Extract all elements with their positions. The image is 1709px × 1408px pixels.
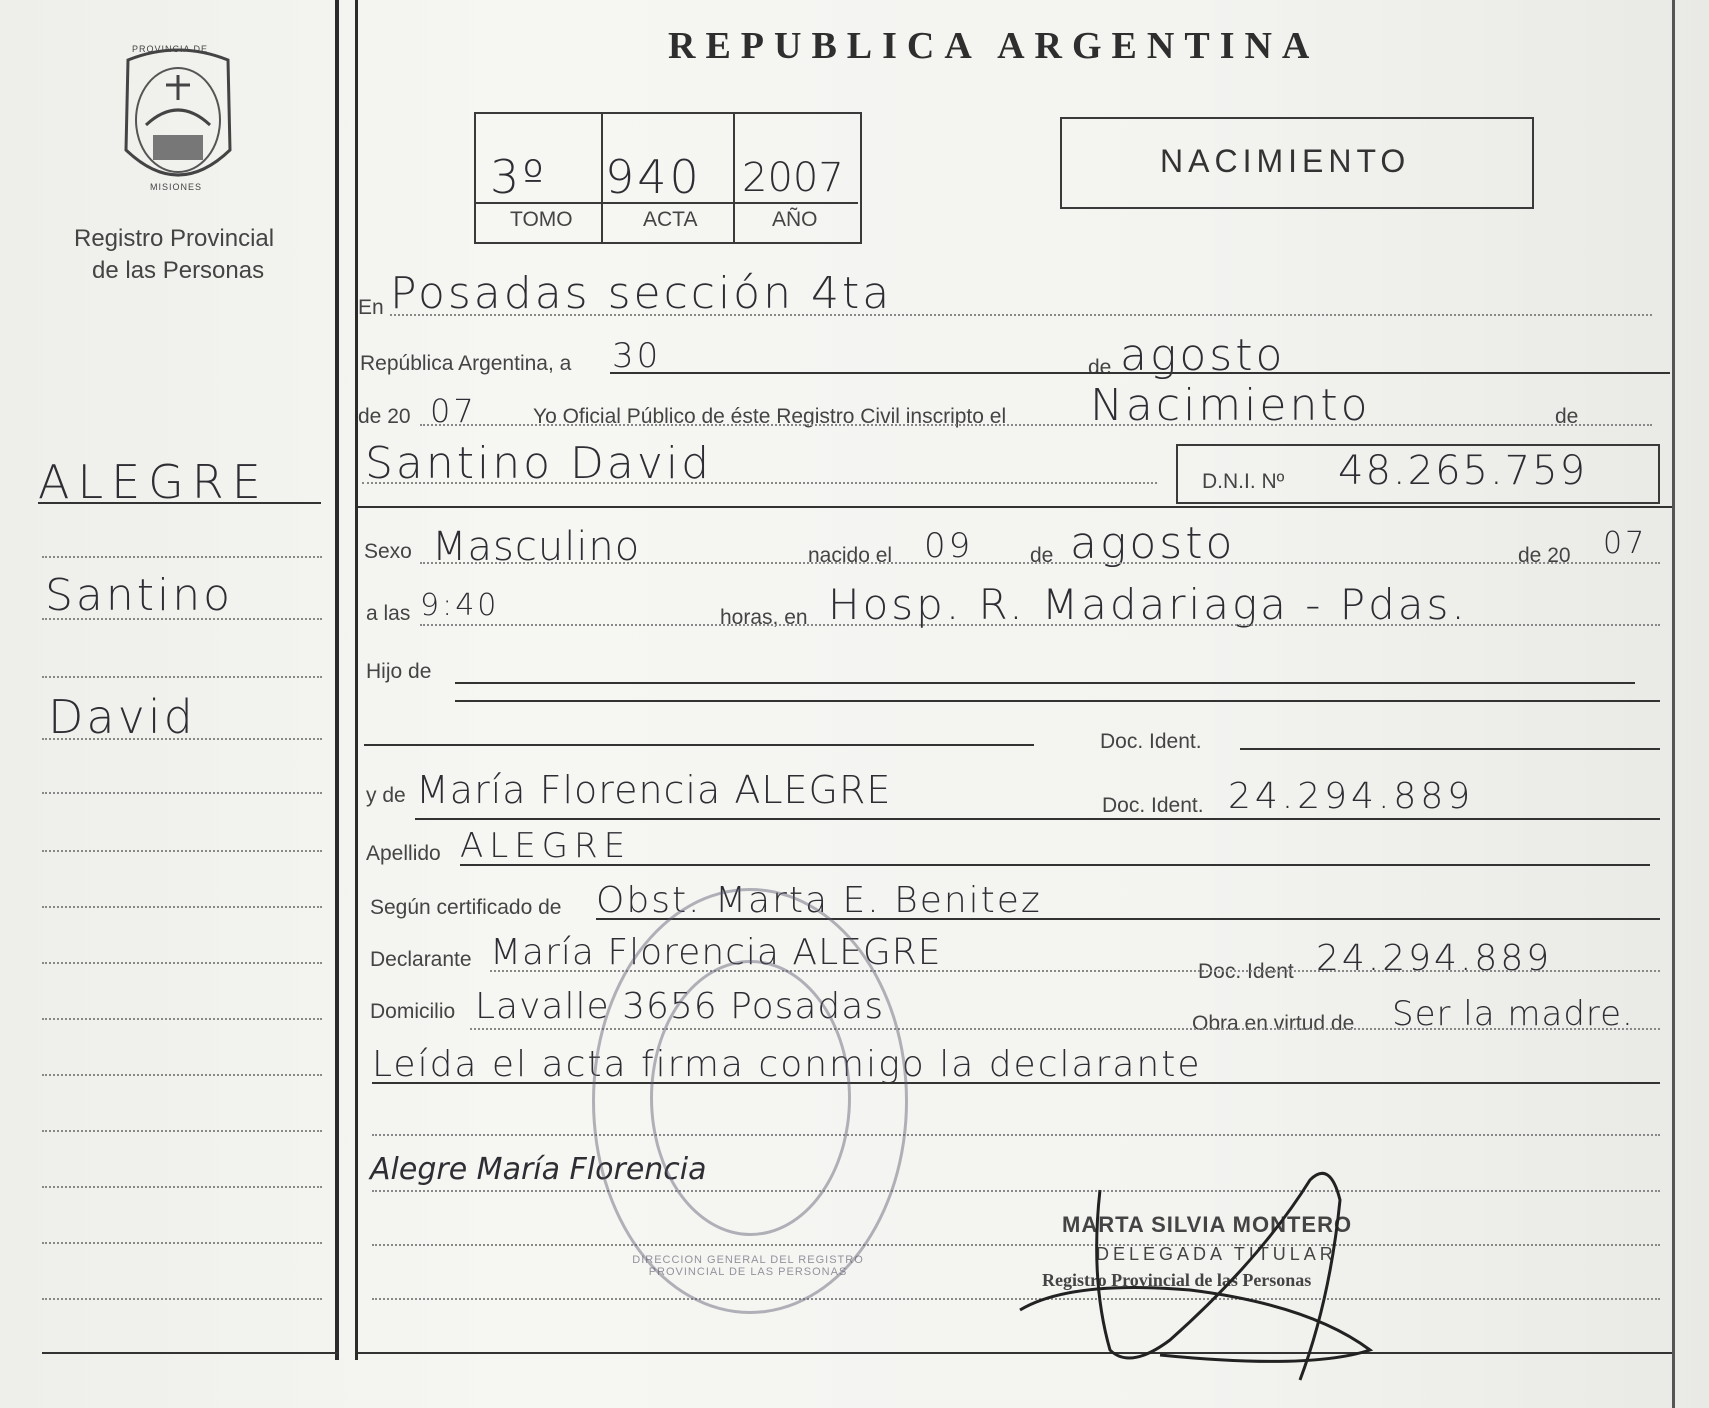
logo-text-bottom: MISIONES bbox=[150, 182, 203, 192]
line-sexo bbox=[420, 562, 1660, 564]
value-obra: Ser la madre. bbox=[1392, 994, 1634, 1034]
margin-surname: ALEGRE bbox=[38, 455, 269, 509]
margin-line-12 bbox=[42, 1130, 322, 1132]
margin-line-2 bbox=[42, 556, 322, 558]
margin-line-8 bbox=[42, 906, 322, 908]
line-yde bbox=[415, 818, 1660, 820]
value-doc-madre: 24.294.889 bbox=[1228, 776, 1475, 817]
value-lectura: Leída el acta firma conmigo la declarante bbox=[372, 1044, 1202, 1085]
value-anio-nac: 07 bbox=[1603, 526, 1648, 561]
value-dni: 48.265.759 bbox=[1338, 448, 1588, 494]
official-signature bbox=[1010, 1140, 1440, 1390]
label-oficial: Yo Oficial Público de éste Registro Civil inscripto el bbox=[533, 405, 1007, 428]
value-domicilio: Lavalle 3656 Posadas bbox=[475, 986, 885, 1027]
label-de-mes-nac: de bbox=[1030, 544, 1054, 567]
label-hijo: Hijo de bbox=[366, 660, 432, 683]
margin-line-10 bbox=[42, 1018, 322, 1020]
margin-line-11 bbox=[42, 1074, 322, 1076]
label-sexo: Sexo bbox=[364, 540, 412, 563]
line-hijo-2 bbox=[455, 700, 1660, 702]
margin-line-15 bbox=[42, 1298, 322, 1300]
label-doc1: Doc. Ident. bbox=[1100, 730, 1202, 753]
record-box-divider-2 bbox=[733, 112, 735, 242]
label-yde: y de bbox=[366, 784, 406, 807]
line-apellido bbox=[460, 864, 1650, 866]
official-title: DELEGADA TITULAR bbox=[1096, 1244, 1337, 1264]
margin-line-4 bbox=[42, 676, 322, 678]
registry-name-line1: Registro Provincial bbox=[74, 225, 275, 252]
logo-text-top: PROVINCIA DE bbox=[132, 44, 209, 54]
label-domicilio: Domicilio bbox=[370, 1000, 456, 1023]
line-doc1 bbox=[1240, 748, 1660, 750]
province-coat-of-arms-logo bbox=[108, 40, 248, 200]
value-sexo: Masculino bbox=[432, 524, 641, 570]
value-doc-declarante: 24.294.889 bbox=[1316, 938, 1553, 979]
line-lectura bbox=[372, 1082, 1660, 1084]
line-de20 bbox=[420, 424, 1652, 426]
official-seal-text: DIRECCION GENERAL DEL REGISTRO PROVINCIAL DE LAS PERSONAS bbox=[632, 1254, 864, 1278]
label-dni: D.N.I. Nº bbox=[1202, 470, 1285, 493]
label-segun: Según certificado de bbox=[370, 896, 562, 919]
margin-name2: David bbox=[48, 690, 196, 744]
label-declarante: Declarante bbox=[370, 948, 472, 971]
label-doc2: Doc. Ident. bbox=[1102, 794, 1204, 817]
left-column-border bbox=[335, 0, 339, 1360]
value-anio-corto: 07 bbox=[430, 392, 477, 430]
official-office: Registro Provincial de las Personas bbox=[1042, 1270, 1312, 1290]
tomo-label: TOMO bbox=[510, 208, 573, 231]
value-declarante: María Florencia ALEGRE bbox=[490, 932, 942, 973]
label-nacido: nacido el bbox=[808, 544, 893, 567]
label-obra: Obra en virtud de bbox=[1192, 1012, 1355, 1035]
value-madre: María Florencia ALEGRE bbox=[416, 768, 892, 812]
line-padre bbox=[364, 744, 1034, 746]
official-name: MARTA SILVIA MONTERO bbox=[1062, 1212, 1353, 1237]
line-extra-1 bbox=[372, 1134, 1660, 1136]
acta-label: ACTA bbox=[643, 208, 698, 231]
label-apellido: Apellido bbox=[366, 842, 441, 865]
margin-line-5 bbox=[42, 738, 322, 740]
label-en: En bbox=[358, 296, 384, 319]
margin-line-3 bbox=[42, 618, 322, 620]
margin-line-7 bbox=[42, 850, 322, 852]
line-republica bbox=[610, 372, 1670, 374]
label-doc3: Doc. Ident bbox=[1198, 960, 1294, 983]
label-de20-nac: de 20 bbox=[1518, 544, 1571, 567]
doc-type-label: NACIMIENTO bbox=[1160, 143, 1411, 179]
anio-value: 2007 bbox=[742, 155, 844, 201]
line-alas bbox=[420, 624, 1660, 626]
line-section-divider bbox=[358, 506, 1672, 508]
value-apellido: ALEGRE bbox=[460, 826, 632, 866]
value-certificado: Obst. Marta E. Benitez bbox=[596, 880, 1042, 921]
line-nombre bbox=[362, 482, 1157, 484]
margin-line-14 bbox=[42, 1242, 322, 1244]
margin-line-13 bbox=[42, 1186, 322, 1188]
value-dia: 30 bbox=[612, 336, 662, 376]
margin-line-6 bbox=[42, 792, 322, 794]
label-republica: República Argentina, a bbox=[360, 352, 572, 375]
value-hora: 9:40 bbox=[420, 588, 500, 623]
form-right-border bbox=[1672, 0, 1675, 1408]
anio-label: AÑO bbox=[772, 208, 818, 231]
label-de-end: de bbox=[1555, 405, 1579, 428]
label-horas: horas, en bbox=[720, 606, 808, 629]
margin-line-9 bbox=[42, 962, 322, 964]
official-seal-inner bbox=[650, 960, 851, 1236]
tomo-value: 3º bbox=[490, 150, 547, 204]
form-left-border bbox=[355, 0, 358, 1360]
value-mes-nac: agosto bbox=[1070, 518, 1236, 569]
registry-name-line2: de las Personas bbox=[92, 257, 265, 284]
label-alas: a las bbox=[366, 602, 411, 625]
line-hijo bbox=[455, 682, 1635, 684]
label-de-mes: de bbox=[1088, 356, 1112, 379]
declarant-signature: Alegre María Florencia bbox=[370, 1152, 707, 1187]
record-box-divider-1 bbox=[601, 112, 603, 242]
acta-value: 940 bbox=[605, 150, 702, 204]
value-dia-nac: 09 bbox=[924, 526, 974, 566]
margin-name1: Santino bbox=[45, 570, 234, 621]
value-lugar-nac: Hosp. R. Madariaga - Pdas. bbox=[828, 580, 1468, 629]
value-mes: agosto bbox=[1120, 330, 1286, 381]
value-lugar: Posadas sección 4ta bbox=[390, 268, 893, 319]
country-header: REPUBLICA ARGENTINA bbox=[668, 25, 1320, 67]
margin-line-1 bbox=[38, 502, 321, 504]
label-de20: de 20 bbox=[358, 405, 411, 428]
margin-bottom-line bbox=[42, 1352, 338, 1354]
value-inscripto: Nacimiento bbox=[1090, 380, 1371, 431]
value-nombre: Santino David bbox=[365, 438, 713, 489]
line-en bbox=[390, 314, 1652, 316]
